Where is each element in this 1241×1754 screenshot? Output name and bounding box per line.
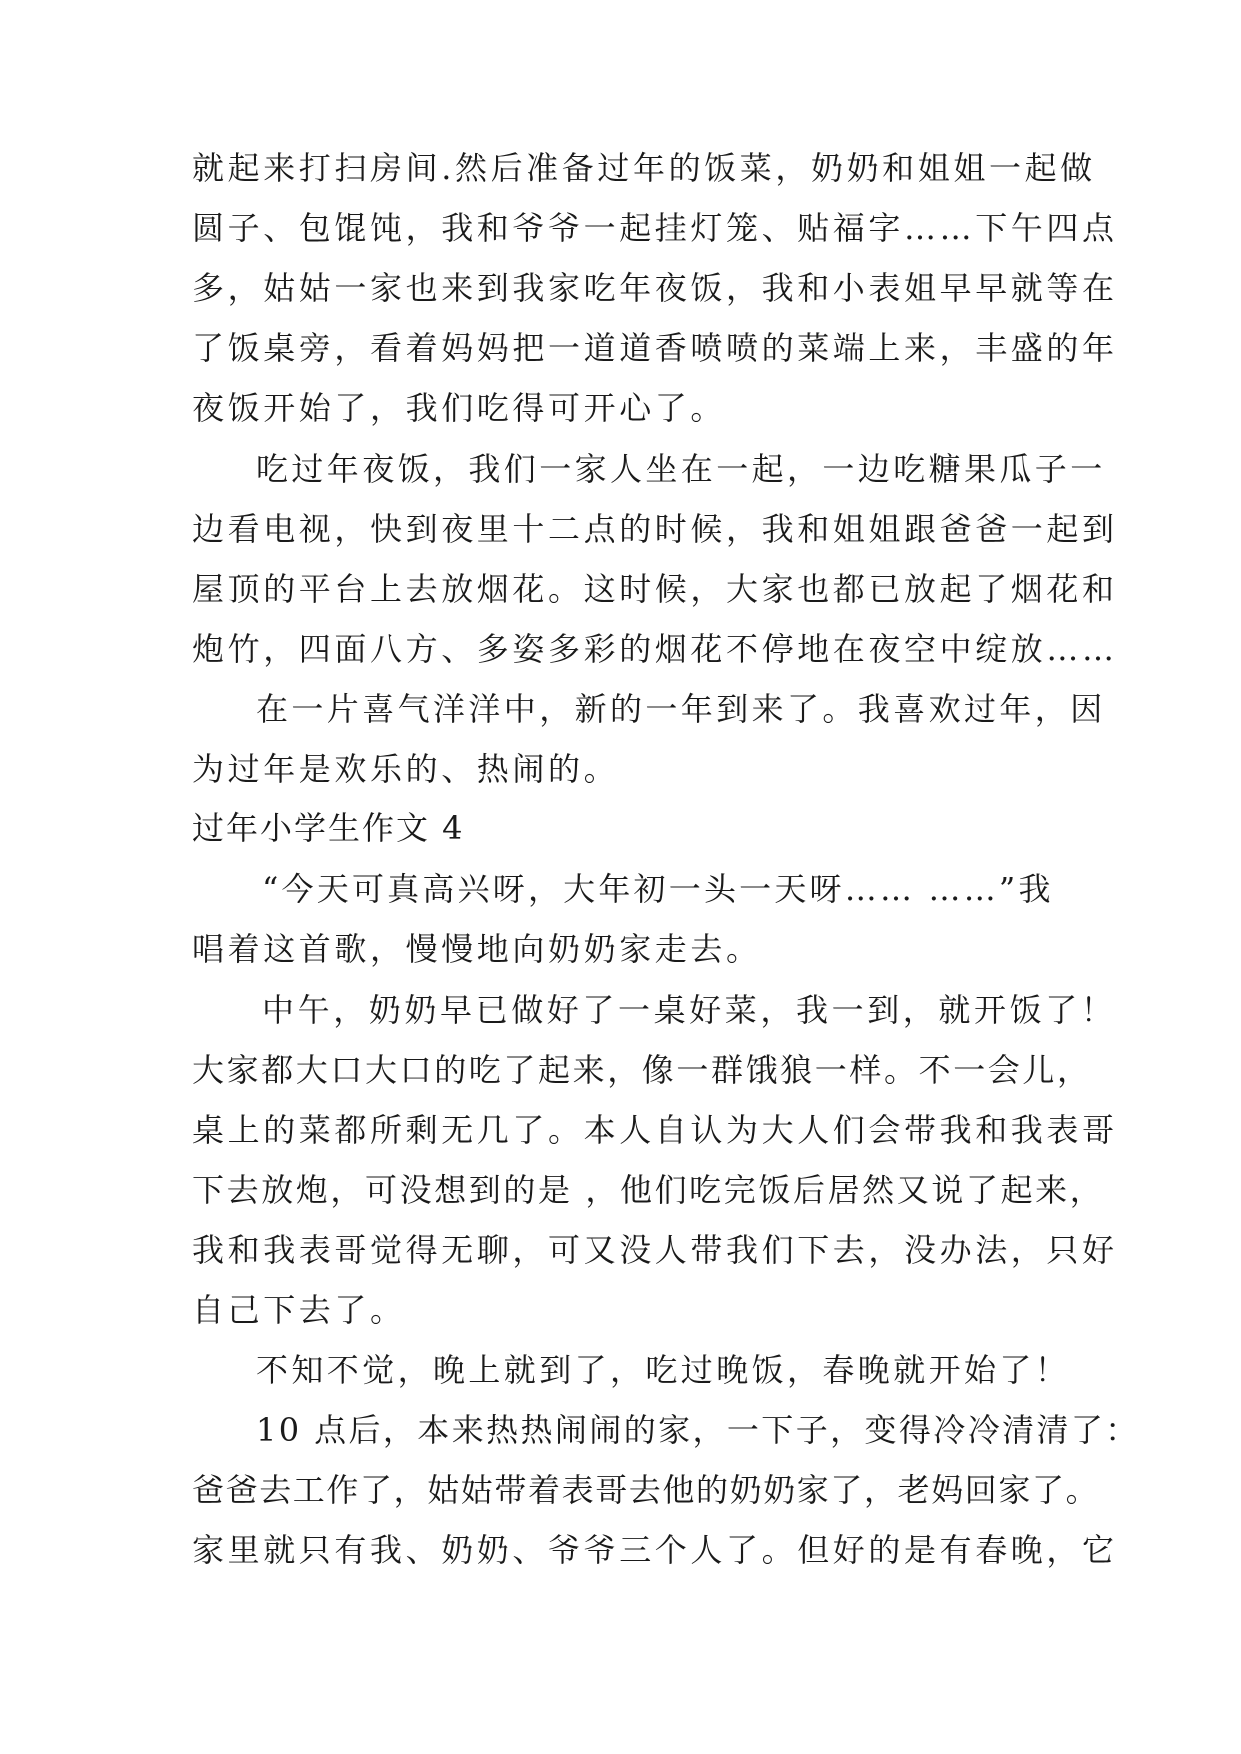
- paragraph-start-line: 中午，奶奶早已做好了一桌好菜，我一到，就开饭了！: [262, 991, 1117, 1029]
- text-line: 炮竹，四面八方、多姿多彩的烟花不停地在夜空中绽放……: [192, 630, 1118, 668]
- paragraph-start-line: 在一片喜气洋洋中，新的一年到来了。我喜欢过年，因: [256, 690, 1106, 728]
- text-line: 屋顶的平台上去放烟花。这时候，大家也都已放起了烟花和: [192, 570, 1118, 608]
- paragraph-start-line: 10 点后，本来热热闹闹的家，一下子，变得冷冷清清了：: [256, 1411, 1140, 1449]
- text-line: 圆子、包馄饨，我和爷爷一起挂灯笼、贴福字……下午四点: [192, 209, 1118, 247]
- text-line: 边看电视，快到夜里十二点的时候，我和姐姐跟爸爸一起到: [192, 510, 1118, 548]
- text-line: 大家都大口大口的吃了起来，像一群饿狼一样。不一会儿，: [192, 1051, 1092, 1089]
- text-line: 爸爸去工作了，姑姑带着表哥去他的奶奶家了，老妈回家了。: [192, 1471, 1100, 1509]
- text-line: 了饭桌旁，看着妈妈把一道道香喷喷的菜端上来，丰盛的年: [192, 329, 1118, 367]
- paragraph-start-line: 吃过年夜饭，我们一家人坐在一起，一边吃糖果瓜子一: [256, 450, 1106, 488]
- paragraph-start-line: 不知不觉，晚上就到了，吃过晚饭，春晚就开始了！: [256, 1351, 1071, 1389]
- text-line: 为过年是欢乐的、热闹的。: [192, 750, 620, 788]
- text-line: 桌上的菜都所剩无几了。本人自认为大人们会带我和我表哥: [192, 1111, 1118, 1149]
- text-line: 唱着这首歌，慢慢地向奶奶家走去。: [192, 930, 762, 968]
- text-line: 下去放炮，可没想到的是 ，他们吃完饭后居然又说了起来，: [192, 1171, 1105, 1209]
- text-line: 我和我表哥觉得无聊，可又没人带我们下去，没办法，只好: [192, 1231, 1118, 1269]
- text-line: 家里就只有我、奶奶、爷爷三个人了。但好的是有春晚，它: [192, 1531, 1118, 1569]
- section-heading: 过年小学生作文 4: [192, 809, 465, 847]
- text-line: 自己下去了。: [192, 1291, 406, 1329]
- text-line: 就起来打扫房间.然后准备过年的饭菜，奶奶和姐姐一起做: [192, 149, 1096, 187]
- text-line: 夜饭开始了，我们吃得可开心了。: [192, 389, 727, 427]
- text-line: 多，姑姑一家也来到我家吃年夜饭，我和小表姐早早就等在: [192, 269, 1118, 307]
- paragraph-start-line: “今天可真高兴呀，大年初一头一天呀…… ……”我: [262, 870, 1054, 908]
